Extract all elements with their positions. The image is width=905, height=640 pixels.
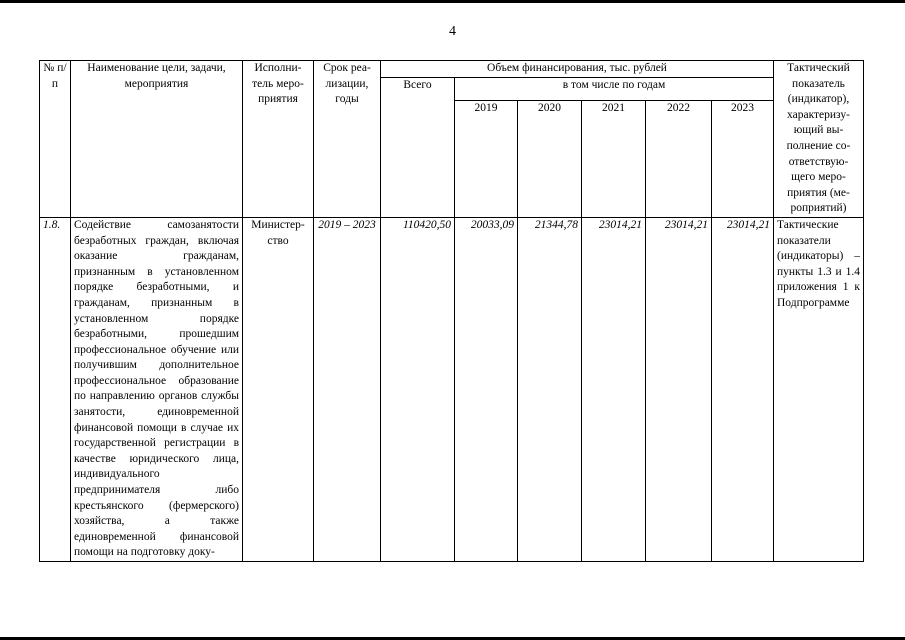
header-year-2022: 2022 — [646, 100, 712, 217]
row-indicator: Тактические показатели (индикаторы) – пункты 1.3 и 1.4 приложения 1 к Подпрограмме — [774, 217, 864, 561]
row-value-2021: 23014,21 — [582, 217, 646, 561]
header-year-2023: 2023 — [712, 100, 774, 217]
header-num: № п/п — [40, 61, 71, 218]
header-period: Срок реа-лизации, годы — [314, 61, 381, 218]
row-num: 1.8. — [40, 217, 71, 561]
row-value-2020: 21344,78 — [518, 217, 582, 561]
header-executor: Исполни-тель меро-приятия — [243, 61, 314, 218]
table-row — [40, 217, 864, 561]
header-by-years: в том числе по годам — [455, 77, 774, 100]
page-number: 4 — [449, 24, 456, 39]
header-name: Наименование цели, задачи, мероприятия — [71, 61, 243, 218]
row-value-2023: 23014,21 — [712, 217, 774, 561]
financing-table — [39, 60, 864, 562]
header-year-2020: 2020 — [518, 100, 582, 217]
top-border — [0, 0, 905, 3]
header-financing: Объем финансирования, тыс. рублей — [381, 61, 774, 78]
header-row-1 — [40, 61, 864, 78]
row-value-2019: 20033,09 — [455, 217, 518, 561]
row-total: 110420,50 — [381, 217, 455, 561]
header-year-2021: 2021 — [582, 100, 646, 217]
row-name: Содействие самозанятости безработных граждан, включая оказание гражданам, признанным в установленном порядке безработными, и гражданам, признанным в установленном порядке безработными, прошедшим профессиональное обучение или получившим дополнительное профессиональное образование по направлению органов службы занятости, единовременной финансовой помощи в случае их государственной регистрации в качестве юридического лица, индивидуального предпринимателя либо крестьянского (фермерского) хозяйства, а также единовременной финансовой помощи на подготовку доку- — [71, 217, 243, 561]
header-year-2019: 2019 — [455, 100, 518, 217]
row-period: 2019 – 2023 — [314, 217, 381, 561]
row-executor: Министер-ство — [243, 217, 314, 561]
header-indicator: Тактический показатель (индикатор), характеризу-ющий вы-полнение со-ответствую-щего меро-приятия (ме-роприятий) — [774, 61, 864, 218]
row-value-2022: 23014,21 — [646, 217, 712, 561]
header-total: Всего — [381, 77, 455, 217]
